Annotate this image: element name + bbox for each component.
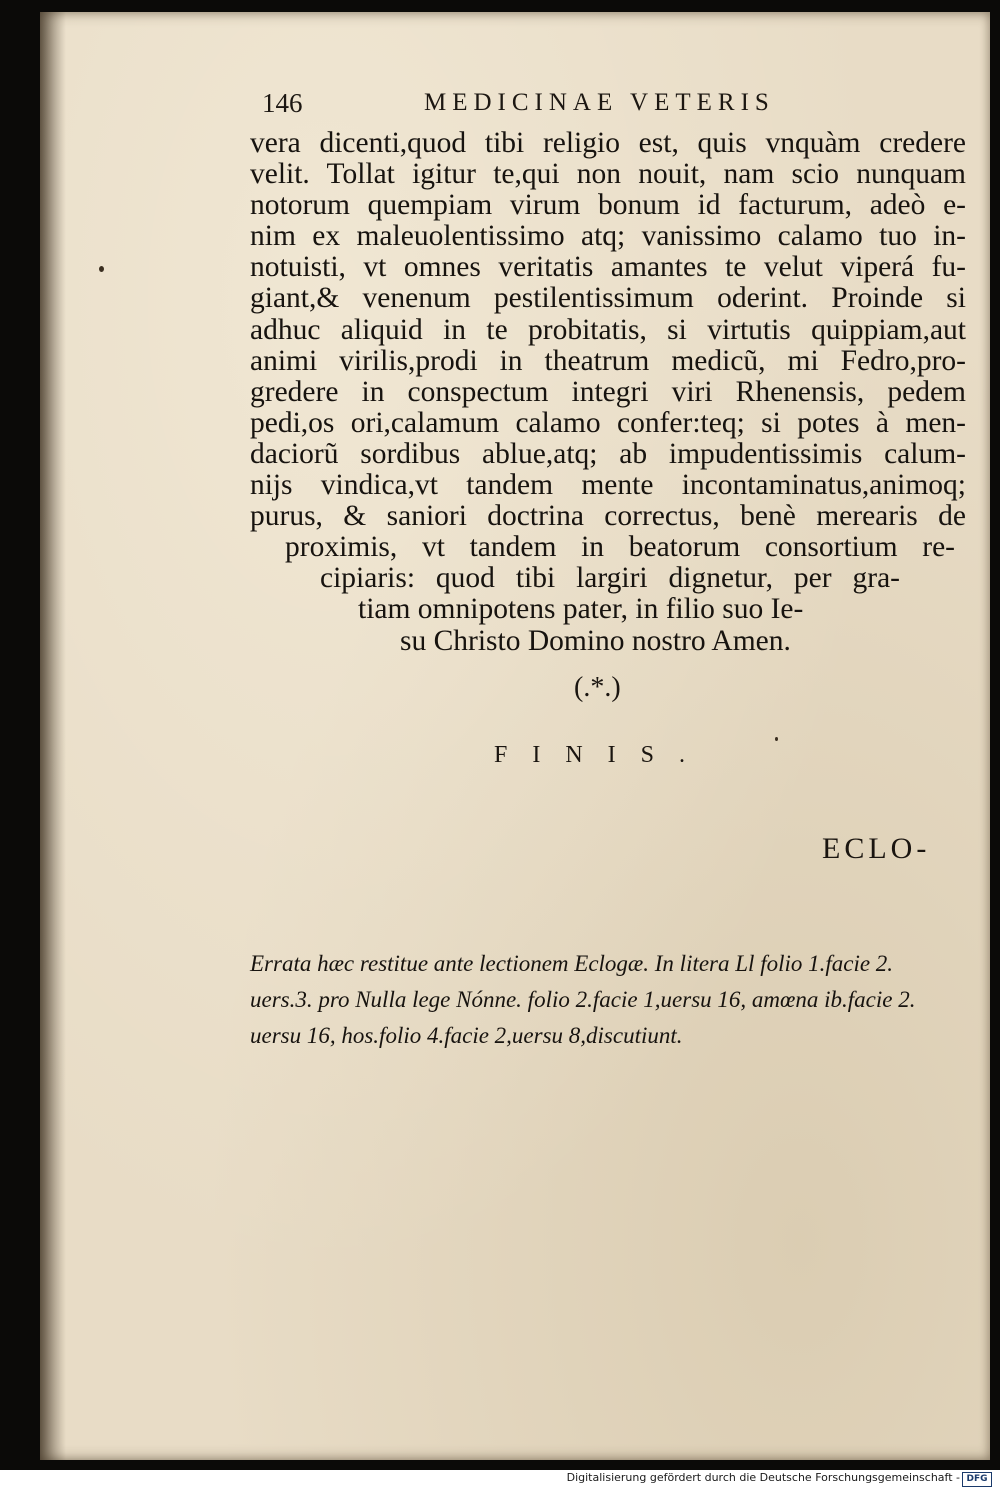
text-line: purus, & saniori doctrina correctus, benè merearis de bbox=[250, 500, 966, 533]
ornament: (.*.) bbox=[574, 672, 621, 703]
text-line: daciorũ sordibus ablue,atq; ab impudentissimis calum- bbox=[250, 437, 966, 470]
text-line: tiam omnipotens pater, in filio suo Ie- bbox=[358, 593, 804, 626]
body-text bbox=[250, 128, 966, 657]
text-line: pedi,os ori,calamum calamo confer:teq; si potes à men- bbox=[250, 406, 966, 439]
text-line: cipiaris: quod tibi largiri dignetur, per gra- bbox=[320, 562, 900, 595]
running-head bbox=[262, 88, 852, 124]
text-line: nĳs vindica,vt tandem mente incontaminatus,animoq; bbox=[250, 469, 966, 502]
errata-line: uersu 16, hos.folio 4.facie 2,uersu 8,discutiunt. bbox=[250, 1023, 683, 1048]
text-line: proximis, vt tandem in beatorum consortium re- bbox=[285, 531, 955, 564]
text-line: notorum quempiam virum bonum id facturum, adeò e- bbox=[250, 189, 966, 222]
catchword: ECLO- bbox=[822, 832, 931, 865]
gutter-shadow bbox=[40, 12, 66, 1460]
text-line: nim ex maleuolentissimo atq; vanissimo calamo tuo in- bbox=[250, 220, 966, 253]
text-line: velit. Tollat igitur te,qui non nouit, nam scio nunquam bbox=[250, 158, 966, 191]
errata-line: uers.3. pro Nulla lege Nónne. folio 2.facie 1,uersu 16, amœna ib.facie 2. bbox=[250, 987, 916, 1012]
ink-speck bbox=[99, 266, 104, 272]
finis-label: FINIS. bbox=[494, 742, 711, 768]
running-title: MEDICINAE VETERIS bbox=[424, 89, 775, 116]
text-line: gredere in conspectum integri viri Rhenensis, pedem bbox=[250, 375, 966, 408]
text-line: notuisti, vt omnes veritatis amantes te velut viperá fu- bbox=[250, 251, 966, 284]
errata-line: Errata hæc restitue ante lectionem Eclogæ. In litera Ll folio 1.facie 2. bbox=[250, 951, 894, 976]
text-line: su Christo Domino nostro Amen. bbox=[400, 624, 791, 657]
errata-note bbox=[250, 946, 970, 1054]
text-line: giant,& venenum pestilentissimum oderint. Proinde si bbox=[250, 282, 966, 315]
text-line: adhuc aliquid in te probitatis, si virtutis quippiam,aut bbox=[250, 313, 966, 346]
funding-credit: Digitalisierung gefördert durch die Deutsche Forschungsgemeinschaft - bbox=[566, 1471, 960, 1484]
text-line: animi virilis,prodi in theatrum medicũ, mi Fedro,pro- bbox=[250, 344, 966, 377]
page-number: 146 bbox=[262, 88, 303, 118]
dfg-logo: DFG bbox=[962, 1472, 992, 1487]
ink-speck bbox=[775, 737, 778, 741]
text-line: vera dicenti,quod tibi religio est, quis vnquàm credere bbox=[250, 127, 966, 159]
